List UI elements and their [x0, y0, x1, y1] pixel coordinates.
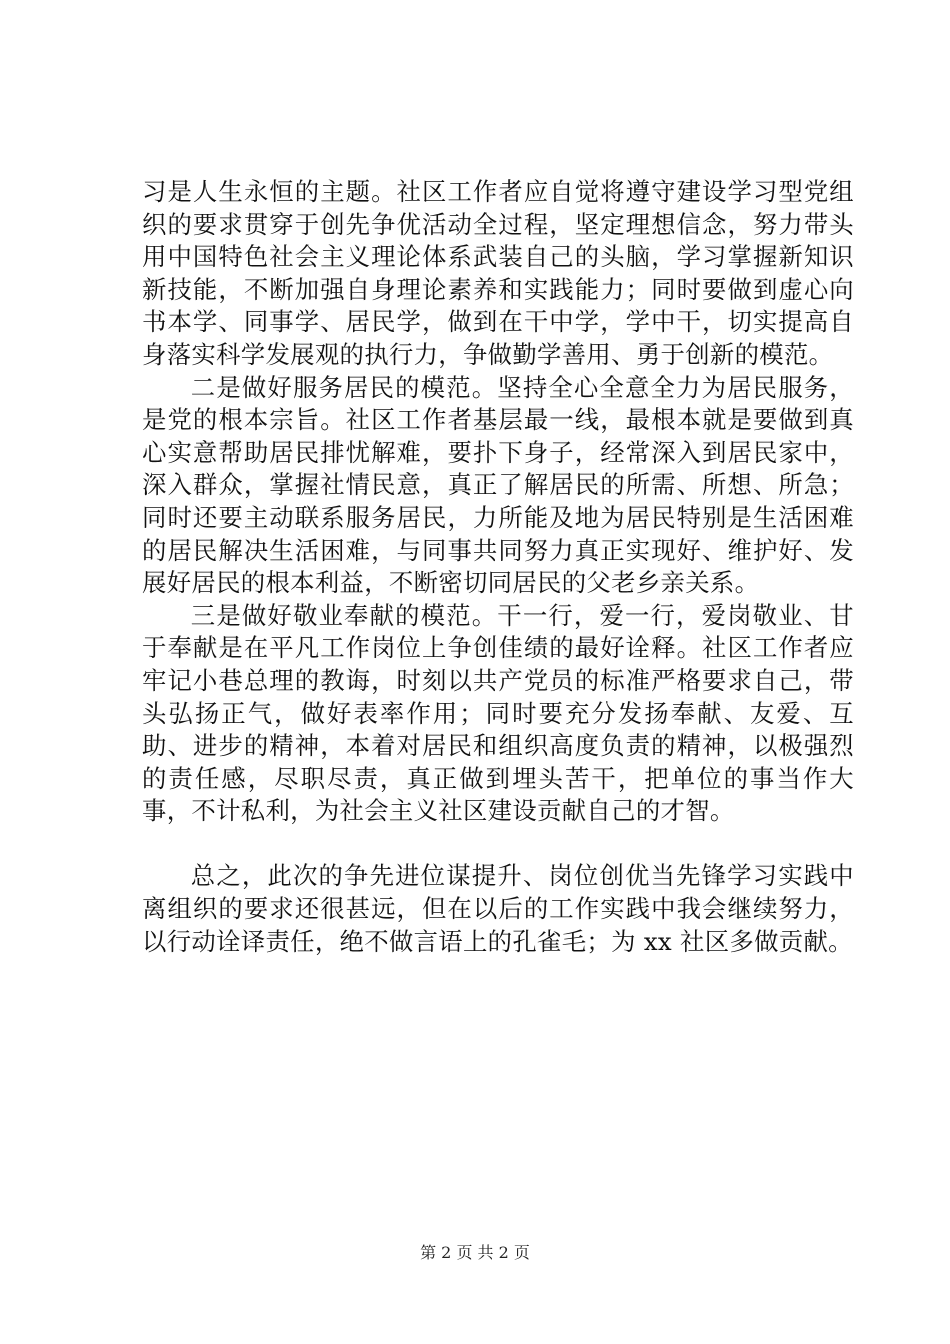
page-number-footer: 第 2 页 共 2 页 [420, 1243, 530, 1262]
paragraph-continuation: 习是人生永恒的主题。社区工作者应自觉将遵守建设学习型党组织的要求贯穿于创先争优活动全过程，坚定理想信念，努力带头用中国特色社会主义理论体系武装自己的头脑，学习掌握新知识新技能，不断加强自身理论素养和实践能力；同时要做到虚心向书本学、同事学、居民学，做到在干中学，学中干，切实提高自身落实科学发展观的执行力，争做勤学善用、勇于创新的模范。 [142, 177, 854, 369]
document-body [142, 176, 854, 958]
paragraph-service-model: 二是做好服务居民的模范。坚持全心全意全力为居民服务，是党的根本宗旨。社区工作者基层最一线，最根本就是要做到真心实意帮助居民排忧解难，要扑下身子，经常深入到居民家中，深入群众，掌握社情民意，真正了解居民的所需、所想、所急；同时还要主动联系服务居民，力所能及地为居民特别是生活困难的居民解决生活困难，与同事共同努力真正实现好、维护好、发展好居民的根本利益，不断密切同居民的父老乡亲关系。 [142, 372, 854, 598]
paragraph-dedication-model: 三是做好敬业奉献的模范。干一行，爱一行，爱岗敬业、甘于奉献是在平凡工作岗位上争创佳绩的最好诠释。社区工作者应牢记小巷总理的教诲，时刻以共产党员的标准严格要求自己，带头弘扬正气，做好表率作用；同时要充分发扬奉献、友爱、互助、进步的精神，本着对居民和组织高度负责的精神，以极强烈的责任感，尽职尽责，真正做到埋头苦干，把单位的事当作大事，不计私利，为社会主义社区建设贡献自己的才智。 [142, 600, 854, 826]
paragraph-spacer [142, 828, 854, 861]
paragraph-conclusion: 总之，此次的争先进位谋提升、岗位创优当先锋学习实践中离组织的要求还很甚远，但在以后的工作实践中我会继续努力，以行动诠译责任，绝不做言语上的孔雀毛；为 xx 社区多做贡献。 [142, 861, 854, 956]
